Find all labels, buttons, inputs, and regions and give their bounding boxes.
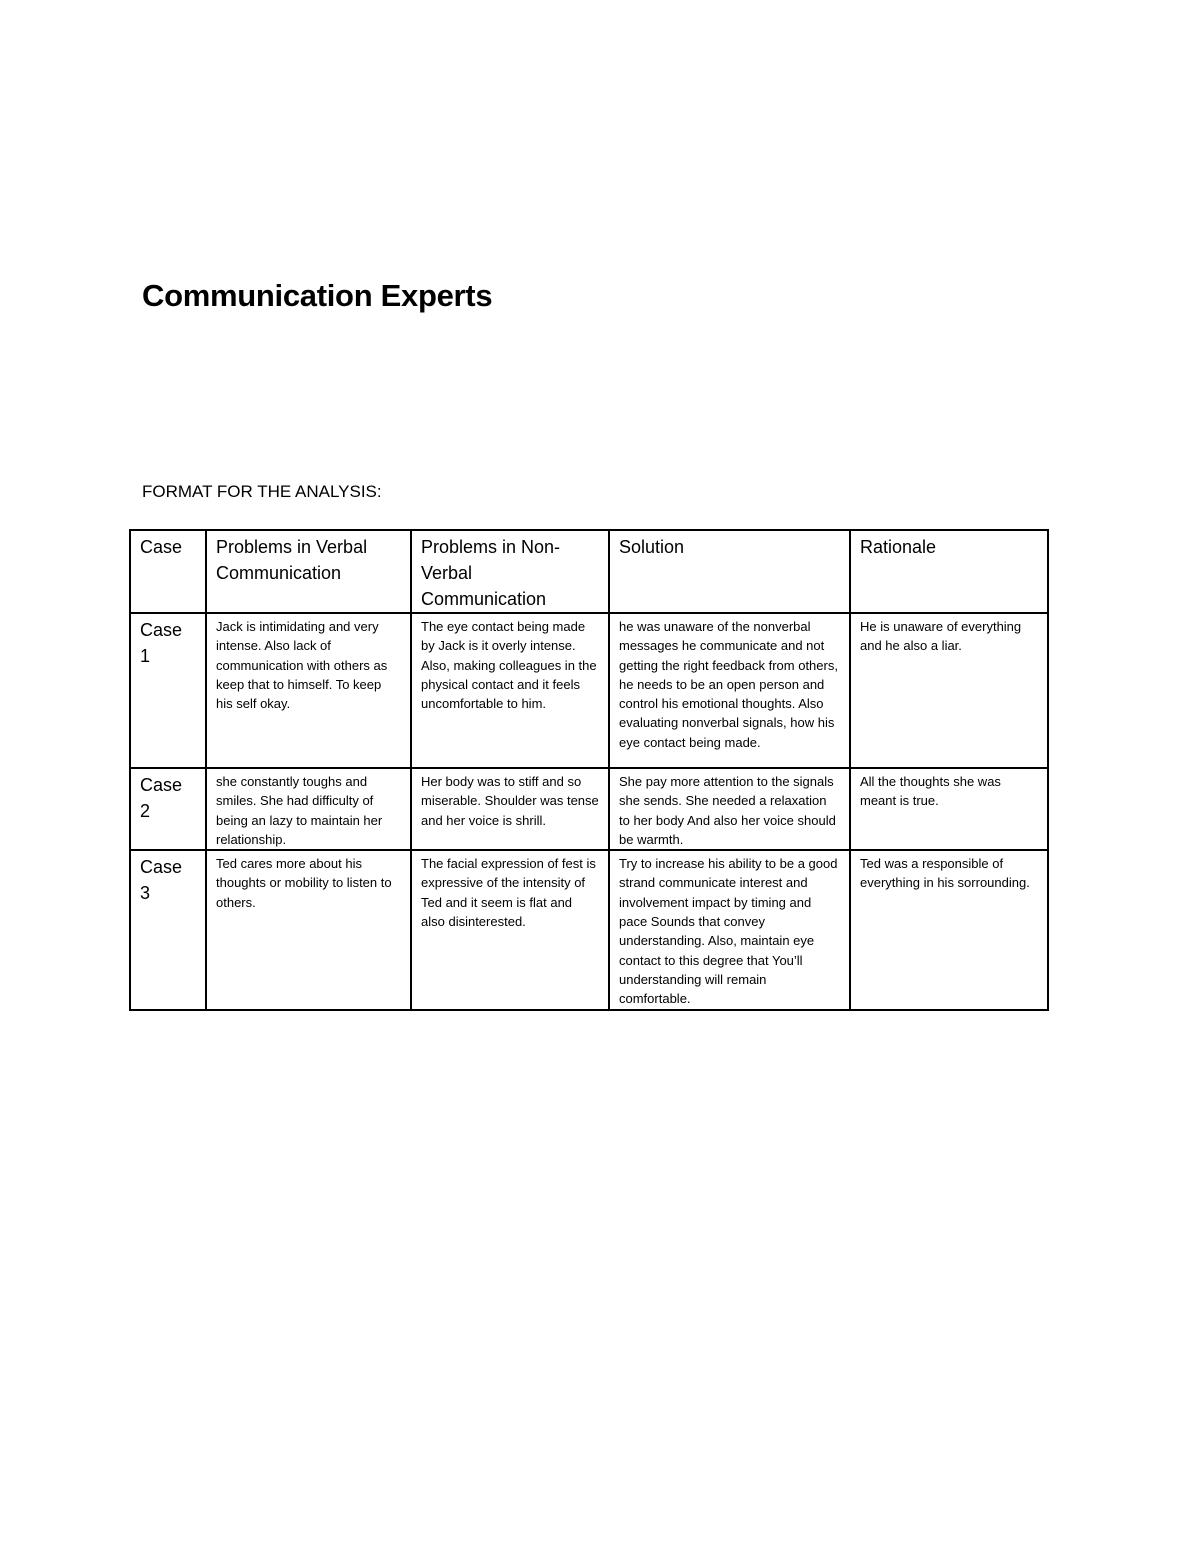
nonverbal-problem-cell: The eye contact being made by Jack is it overly intense. Also, making colleagues in the physical contact and it feels uncomfortable to him. bbox=[411, 613, 609, 768]
format-label: FORMAT FOR THE ANALYSIS: bbox=[142, 482, 382, 501]
verbal-problem-cell: Ted cares more about his thoughts or mobility to listen to others. bbox=[206, 850, 411, 1009]
table-row bbox=[130, 613, 1048, 768]
table-row bbox=[130, 850, 1048, 1009]
solution-cell: he was unaware of the nonverbal messages he communicate and not getting the right feedback from others, he needs to be an open person and control his emotional thoughts. Also evaluating nonverbal signals, how his eye contact being made. bbox=[609, 613, 850, 768]
nonverbal-problem-cell: The facial expression of fest is expressive of the intensity of Ted and it seem is flat and also disinterested. bbox=[411, 850, 609, 1009]
header-verbal-problems: Problems in Verbal Communication bbox=[206, 530, 411, 613]
case-label: Case 2 bbox=[130, 768, 206, 850]
nonverbal-problem-cell: Her body was to stiff and so miserable. Shoulder was tense and her voice is shrill. bbox=[411, 768, 609, 850]
solution-cell: Try to increase his ability to be a good strand communicate interest and involvement impact by timing and pace Sounds that convey understanding. Also, maintain eye contact to this degree that You’ll understanding will remain comfortable. bbox=[609, 850, 850, 1009]
case-label: Case 3 bbox=[130, 850, 206, 1009]
header-nonverbal-problems: Problems in Non-Verbal Communication bbox=[411, 530, 609, 613]
solution-cell: She pay more attention to the signals she sends. She needed a relaxation to her body And also her voice should be warmth. bbox=[609, 768, 850, 850]
rationale-cell: All the thoughts she was meant is true. bbox=[850, 768, 1048, 850]
analysis-table bbox=[129, 529, 1049, 1011]
verbal-problem-cell: Jack is intimidating and very intense. Also lack of communication with others as keep that to himself. To keep his self okay. bbox=[206, 613, 411, 768]
document-title: Communication Experts bbox=[142, 278, 493, 313]
table-header-row bbox=[130, 530, 1048, 613]
verbal-problem-cell: she constantly toughs and smiles. She had difficulty of being an lazy to maintain her relationship. bbox=[206, 768, 411, 850]
case-label: Case 1 bbox=[130, 613, 206, 768]
rationale-cell: He is unaware of everything and he also a liar. bbox=[850, 613, 1048, 768]
header-rationale: Rationale bbox=[850, 530, 1048, 613]
rationale-cell: Ted was a responsible of everything in his sorrounding. bbox=[850, 850, 1048, 1009]
header-case: Case bbox=[130, 530, 206, 613]
header-solution: Solution bbox=[609, 530, 850, 613]
table-row bbox=[130, 768, 1048, 850]
